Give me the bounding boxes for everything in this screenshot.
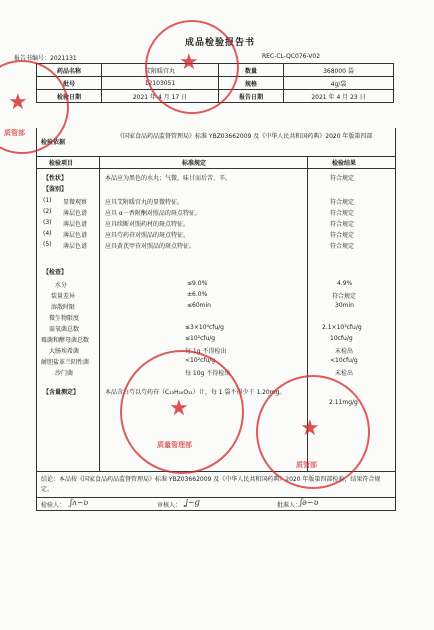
approver-label: 批准人： [277, 502, 302, 509]
identify-standard: 应具艾附暖宫丸的显微特征。 [105, 199, 184, 206]
test-standard: ≤10²cfu/g [185, 335, 216, 342]
seal-left-label: 质管部 [4, 129, 25, 137]
report-number: 报告书编号：2021131 [14, 55, 77, 62]
report-date-value: 2021 年 4 月 23 日 [284, 90, 394, 103]
seal-star-icon: ★ [8, 90, 28, 115]
identify-item: 薄层色谱 [63, 232, 88, 239]
identify-heading: 【鉴别】 [43, 186, 68, 193]
signature-row [36, 497, 396, 511]
qty-value: 368000 袋 [284, 64, 394, 77]
conclusion-text: 结论：本品按《国家食品药品监督管理局》标准 YBZ03662009 及《中华人民共和国药典》2020 年版第四部检验，结果符合规定。 [41, 476, 381, 493]
test-item: 需氧菌总数 [49, 326, 80, 333]
identify-standard: 应具续断对照药材的斑点特征。 [105, 221, 190, 228]
test-item: 大肠埃希菌 [49, 348, 80, 355]
test-item: 沙门菌 [55, 370, 74, 377]
identify-standard: 应具芍药苷对照品的斑点特征。 [105, 232, 190, 239]
seal-star-icon: ★ [300, 416, 320, 441]
test-standard: 每 10g 不得检出 [185, 370, 231, 377]
character-heading: 【性状】 [43, 175, 68, 182]
identify-no: (5) [43, 241, 52, 248]
identify-result: 符合规定 [330, 199, 355, 206]
test-result: 30min [335, 302, 354, 309]
test-standard: ≤60min [187, 302, 211, 309]
col-standard-header: 标准规定 [182, 160, 207, 167]
batch-value: 12103051 [102, 77, 219, 90]
date-value: 2021 年 4 月 17 日 [102, 90, 219, 103]
seal-right-label: 质管部 [296, 461, 317, 469]
test-item: 溶散时限 [51, 304, 76, 311]
identify-no: (1) [43, 197, 52, 204]
test-result: 2.1×10³cfu/g [322, 324, 362, 331]
spec-value: 4g/袋 [284, 77, 394, 90]
identify-result: 符合规定 [330, 210, 355, 217]
spec-label: 规格 [219, 77, 284, 90]
batch-label: 批号 [37, 77, 102, 90]
test-item: 耐胆盐革兰阴性菌 [41, 359, 90, 366]
identify-item: 显微观察 [63, 199, 88, 206]
basis-value: 《国家食品药品监督管理局》标准 YBZ03662009 及《中华人民共和国药典》2020 年版第四部 [117, 133, 373, 140]
test-item: 水分 [55, 282, 68, 289]
identify-standard: 应具黄芪甲苷对照品的斑点特征。 [105, 243, 196, 250]
test-result: <10cfu/g [330, 357, 358, 364]
tests-heading: 【检查】 [43, 269, 68, 276]
seal-mid-label: 质量管理部 [157, 441, 192, 449]
seal-star-icon: ★ [179, 50, 199, 75]
test-result: 10cfu/g [330, 335, 353, 342]
assay-standard: 本品含白芍以芍药苷（C₂₃H₂₈O₁₁）计，每 1 袋不得少于 1.20mg。 [105, 389, 286, 396]
name-value: 艾附暖宫丸 [102, 64, 219, 77]
identify-result: 符合规定 [330, 232, 355, 239]
test-standard: ≤9.0% [187, 280, 208, 287]
basis-label: 检验依据 [41, 139, 66, 146]
name-label: 药品名称 [37, 64, 102, 77]
test-result: 4.9% [337, 280, 353, 287]
checker-signature: ʃʌ∽ʋ [70, 498, 89, 507]
identify-item: 薄层色谱 [63, 243, 88, 250]
identify-no: (3) [43, 219, 52, 226]
col-item-header: 检验项目 [49, 160, 74, 167]
assay-heading: 【含量测定】 [43, 389, 80, 396]
test-standard: ±6.0% [187, 291, 208, 298]
assay-result: 2.11mg/g [329, 399, 358, 406]
report-title: 成品检验报告书 [184, 38, 255, 48]
test-item: 霉菌和酵母菌总数 [41, 337, 90, 344]
identify-standard: 应具 α－香附酮对照品的斑点特征。 [105, 210, 201, 217]
identify-no: (4) [43, 230, 52, 237]
test-item: 微生物限度 [49, 315, 80, 322]
reviewer-signature: ʝ∽ɡ [185, 498, 200, 507]
identify-item: 薄层色谱 [63, 210, 88, 217]
approver-signature: ʃǝ∽ʋ [300, 498, 319, 507]
report-date-label: 报告日期 [219, 90, 284, 103]
col-result-header: 检验结果 [332, 160, 357, 167]
test-result: 未检出 [335, 370, 354, 377]
test-result: 符合规定 [332, 293, 357, 300]
seal-star-icon: ★ [169, 396, 189, 421]
character-result: 符合规定 [330, 175, 355, 182]
test-result: 未检出 [335, 348, 354, 355]
qty-label: 数量 [219, 64, 284, 77]
identify-no: (2) [43, 208, 52, 215]
reviewer-label: 审核人： [157, 502, 182, 509]
identify-result: 符合规定 [330, 221, 355, 228]
test-standard: 每 1g 不得检出 [185, 348, 227, 355]
basis-row [36, 128, 396, 157]
date-label: 检验日期 [37, 90, 102, 103]
checker-label: 检验人： [41, 502, 66, 509]
form-number: REC-CL-QC076-V02 [262, 53, 321, 60]
identify-item: 薄层色谱 [63, 221, 88, 228]
test-standard: <10²cfu/g [185, 357, 216, 364]
test-item: 装量差异 [51, 293, 76, 300]
test-standard: ≤3×10⁴cfu/g [185, 324, 224, 331]
identify-result: 符合规定 [330, 243, 355, 250]
column-divider [99, 156, 100, 471]
character-standard: 本品应为黑色的水丸；气微，味甘而后苦、辛。 [105, 175, 232, 182]
